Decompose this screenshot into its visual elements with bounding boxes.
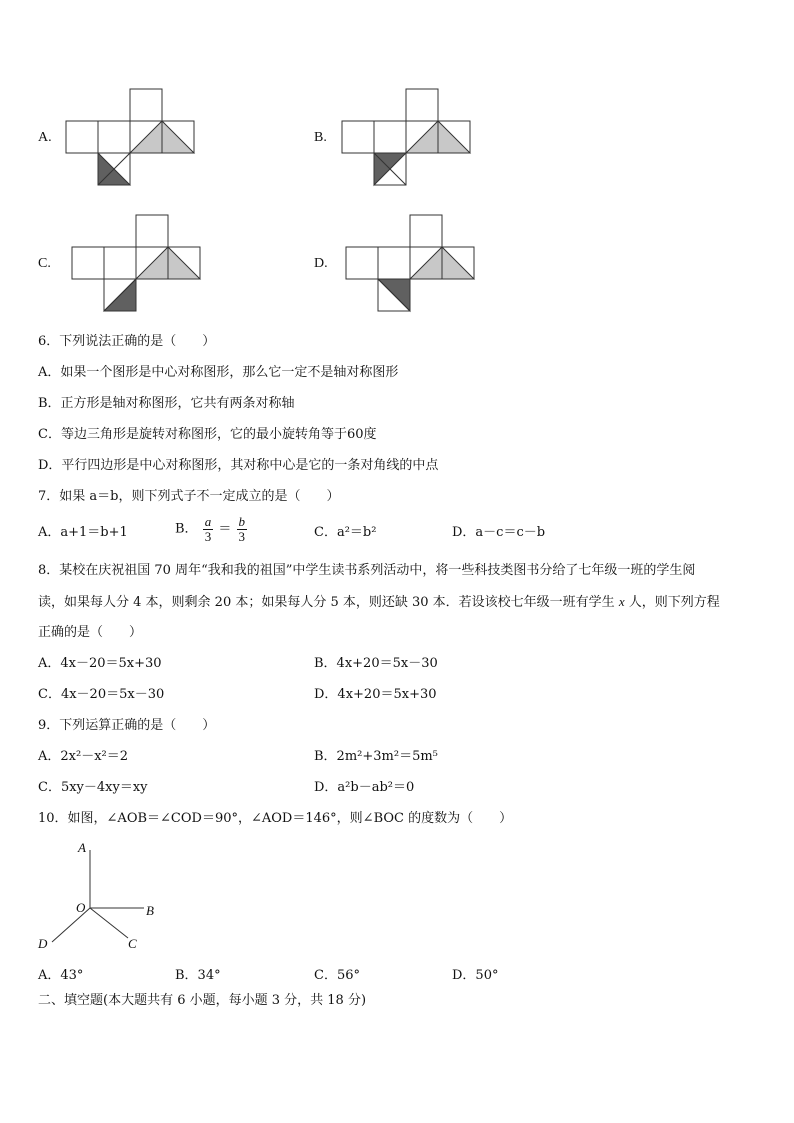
cube-net-figure-d [344, 214, 476, 312]
q6-stem: 6．下列说法正确的是（ ） [38, 334, 216, 349]
option-b-label: B. [314, 130, 327, 145]
q8-option-b: B．4x+20＝5x－30 [314, 656, 438, 671]
q8-option-d: D．4x+20＝5x+30 [314, 687, 437, 702]
cube-net-figure-c [70, 214, 202, 312]
fraction-denominator: 3 [238, 529, 245, 544]
option-d-label: D. [314, 256, 328, 271]
q8-line-2-text-end: 人，则下列方程 [628, 595, 720, 610]
q7-stem: 7．如果 a＝b，则下列式子不一定成立的是（ ） [38, 489, 340, 504]
q8-stem-line-1: 8．某校在庆祝祖国 70 周年“我和我的祖国”中学生读书系列活动中，将一些科技类图书分给了七年级一班的学生阅 [38, 563, 696, 578]
q8-option-c: C．4x－20＝5x－30 [38, 687, 165, 702]
option-c-label: C. [38, 256, 51, 271]
q7-option-d: D．a－c＝c－b [452, 525, 546, 540]
q6-option-a: A．如果一个图形是中心对称图形，那么它一定不是轴对称图形 [38, 365, 399, 380]
fraction-a-over-3 [203, 515, 214, 544]
q6-option-c: C．等边三角形是旋转对称图形，它的最小旋转角等于60度 [38, 427, 377, 442]
label-point-b: B [146, 903, 154, 918]
q9-option-a: A．2x²－x²＝2 [38, 749, 129, 764]
q7-option-a: A．a+1＝b+1 [38, 525, 128, 540]
q9-stem: 9．下列运算正确的是（ ） [38, 718, 216, 733]
label-point-a: A [78, 840, 86, 855]
cube-net-figure-b [340, 88, 472, 186]
q8-stem-line-2 [38, 594, 720, 611]
fraction-numerator: b [238, 514, 245, 529]
equals-sign: ＝ [218, 521, 232, 537]
q8-variable-x: x [618, 594, 625, 609]
option-a-label: A. [38, 130, 52, 145]
q10-option-b: B．34° [175, 968, 221, 983]
q9-option-d: D．a²b－ab²＝0 [314, 780, 415, 795]
q8-line-2-text: 读，如果每人分 4 本，则剩余 20 本；如果每人分 5 本，则还缺 30 本．若设该校七年级一班有学生 [38, 595, 615, 610]
q7-option-b [175, 515, 248, 551]
label-point-c: C [128, 936, 137, 951]
q6-option-b: B．正方形是轴对称图形，它共有两条对称轴 [38, 396, 295, 411]
ray-oc [90, 908, 128, 938]
angle-figure [34, 838, 164, 956]
fraction-numerator: a [204, 514, 212, 529]
q10-option-c: C．56° [314, 968, 360, 983]
q10-option-a: A．43° [38, 968, 84, 983]
q8-stem-line-3: 正确的是（ ） [38, 625, 143, 640]
q8-option-a: A．4x－20＝5x+30 [38, 656, 162, 671]
q6-option-d: D．平行四边形是中心对称图形，其对称中心是它的一条对角线的中点 [38, 458, 439, 473]
q7-option-b-prefix: B． [175, 521, 198, 537]
q10-stem: 10．如图，∠AOB＝∠COD＝90°，∠AOD＝146°，则∠BOC 的度数为（ ） [38, 811, 513, 826]
label-point-d: D [38, 936, 48, 951]
section-heading-fill-in: 二、填空题(本大题共有 6 小题，每小题 3 分，共 18 分) [38, 993, 367, 1008]
q10-option-d: D．50° [452, 968, 499, 983]
fraction-denominator: 3 [204, 529, 212, 544]
cube-net-figure-a [64, 88, 196, 186]
q9-option-b: B．2m²+3m²＝5m⁵ [314, 749, 438, 764]
fraction-b-over-3 [237, 515, 248, 544]
label-point-o: O [76, 900, 86, 915]
q9-option-c: C．5xy－4xy＝xy [38, 780, 148, 795]
q7-option-c: C．a²＝b² [314, 525, 377, 540]
